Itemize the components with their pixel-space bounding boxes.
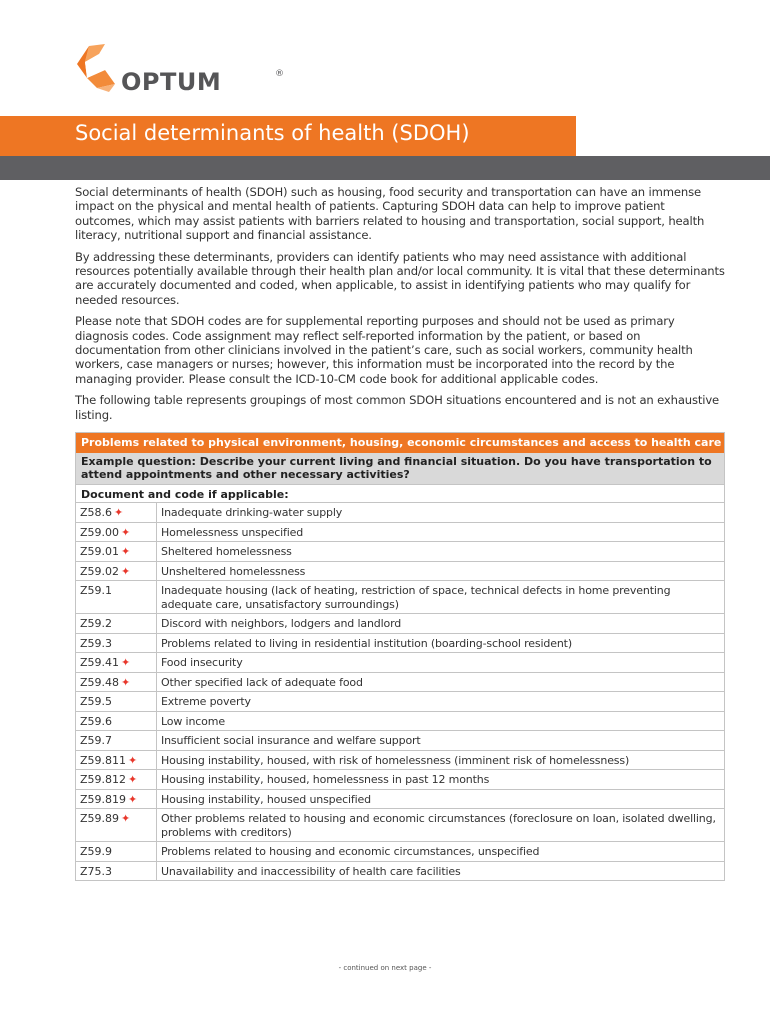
table-row (76, 770, 724, 790)
description-cell: Housing instability, housed unspecified (161, 792, 371, 806)
star-icon: ✦ (114, 506, 124, 519)
star-icon: ✦ (121, 812, 131, 825)
icd-code: Z59.819 (80, 792, 127, 806)
icd-code: Z59.811 (80, 753, 127, 767)
description-cell: Other problems related to housing and economic circumstances (foreclosure on loan, isolated dwelling, problems with creditors) (161, 812, 716, 839)
table-row (76, 809, 724, 842)
description-cell: Inadequate drinking-water supply (161, 506, 343, 519)
paragraph: Please note that SDOH codes are for supplemental reporting purposes and should not be used as primary diagnosis codes. Code assignment may reflect self-reported information by the patient, or based on documentation from other clinicians involved in the patient’s care, such as social workers, community health workers, case managers or nurses; however, this information must be incorporated into the record by the managing provider. Please consult the ICD-10-CM code book for additional applicable codes. (75, 314, 693, 386)
description-cell: Discord with neighbors, lodgers and landlord (161, 617, 402, 630)
table-row (76, 581, 724, 614)
icd-code: Z59.1 (80, 584, 113, 597)
paragraph: The following table represents groupings of most common SDOH situations encountered and is not an exhaustive listing. (75, 393, 720, 422)
code-cell (76, 614, 157, 633)
icd-code: Z59.2 (80, 617, 113, 630)
icd-code: Z59.7 (80, 734, 113, 747)
table-row (76, 790, 724, 810)
table-body (76, 503, 724, 880)
icd-code: Z59.41 (80, 656, 120, 669)
code-cell (76, 634, 157, 653)
description-cell: Problems related to living in residential institution (boarding-school resident) (161, 636, 572, 650)
icd-code: Z59.02 (80, 564, 120, 578)
description-cell: Inadequate housing (lack of heating, restriction of space, technical defects in home preventing adequate care, unsatisfactory surroundings) (161, 584, 671, 611)
description-cell: Housing instability, housed, with risk of homelessness (imminent risk of homelessness) (161, 753, 630, 767)
paragraph: By addressing these determinants, providers can identify patients who may need assistance with additional resources potentially available through their health plan and/or local community. It is vital that these determinants are accurately documented and coded, when applicable, to assist in identifying patients who may qualify for needed resources. (75, 249, 725, 307)
icd-code: Z59.01 (80, 545, 120, 558)
table-row (76, 712, 724, 732)
star-icon: ✦ (121, 656, 131, 669)
table-row (76, 653, 724, 673)
optum-logo (75, 44, 284, 100)
star-icon: ✦ (121, 525, 131, 539)
icd-code: Z59.89 (80, 812, 120, 825)
star-icon: ✦ (128, 753, 138, 767)
icd-code: Z59.6 (80, 714, 113, 728)
icd-code: Z59.9 (80, 845, 113, 858)
description-cell: Food insecurity (161, 656, 243, 669)
code-cell (76, 790, 157, 809)
code-cell (76, 731, 157, 750)
icd-code: Z59.3 (80, 636, 113, 650)
table-row (76, 862, 724, 881)
document-label: Document and code if applicable: (76, 485, 724, 503)
table-row (76, 731, 724, 751)
description-cell: Problems related to housing and economic circumstances, unspecified (161, 845, 540, 858)
example-question: Example question: Describe your current living and financial situation. Do you have transportation to attend appointments and other necessary activities? (76, 453, 724, 485)
description-cell: Homelessness unspecified (161, 525, 304, 539)
code-cell (76, 712, 157, 731)
description-cell: Other specified lack of adequate food (161, 675, 363, 689)
table-row (76, 523, 724, 543)
code-cell (76, 770, 157, 789)
paragraph: Social determinants of health (SDOH) such as housing, food security and transportation can have an immense impact on the physical and mental health of patients. Capturing SDOH data can help to improve patient outcomes, which may assist patients with barriers related to housing and transportation, social support, health literacy, nutritional support and financial assistance. (75, 185, 705, 243)
code-cell (76, 503, 157, 522)
table-row (76, 842, 724, 862)
star-icon: ✦ (128, 792, 138, 806)
code-cell (76, 581, 157, 613)
sdoh-codes-table (75, 432, 725, 881)
table-row (76, 614, 724, 634)
table-row (76, 542, 724, 562)
page-title: Social determinants of health (SDOH) (75, 121, 470, 145)
description-cell: Unavailability and inaccessibility of health care facilities (161, 864, 461, 878)
icd-code: Z59.48 (80, 675, 120, 689)
table-header: Problems related to physical environment, housing, economic circumstances and access to health care (76, 433, 724, 453)
description-cell: Low income (161, 714, 225, 728)
icd-code: Z59.5 (80, 695, 113, 708)
code-cell (76, 562, 157, 581)
code-cell (76, 653, 157, 672)
code-cell (76, 809, 157, 841)
star-icon: ✦ (128, 773, 138, 786)
code-cell (76, 751, 157, 770)
gray-divider-band (0, 156, 770, 180)
registered-mark: ® (275, 69, 284, 79)
description-cell: Housing instability, housed, homelessness in past 12 months (161, 773, 490, 786)
table-row (76, 673, 724, 693)
star-icon: ✦ (121, 564, 131, 578)
icd-code: Z75.3 (80, 864, 113, 878)
code-cell (76, 673, 157, 692)
intro-text (75, 185, 725, 429)
description-cell: Unsheltered homelessness (161, 564, 306, 578)
code-cell (76, 692, 157, 711)
code-cell (76, 542, 157, 561)
table-row (76, 562, 724, 582)
icd-code: Z59.812 (80, 773, 127, 786)
icd-code: Z59.00 (80, 525, 120, 539)
code-cell (76, 842, 157, 861)
description-cell: Insufficient social insurance and welfare support (161, 734, 421, 747)
description-cell: Extreme poverty (161, 695, 251, 708)
continued-note: - continued on next page - (338, 964, 432, 972)
table-row (76, 692, 724, 712)
title-banner (0, 116, 576, 156)
logo-wordmark: OPTUM (121, 68, 222, 96)
icd-code: Z58.6 (80, 506, 113, 519)
code-cell (76, 523, 157, 542)
optum-logo-icon (75, 44, 119, 94)
star-icon: ✦ (121, 545, 131, 558)
table-row (76, 634, 724, 654)
description-cell: Sheltered homelessness (161, 545, 292, 558)
table-row (76, 751, 724, 771)
table-row (76, 503, 724, 523)
code-cell (76, 862, 157, 881)
star-icon: ✦ (121, 675, 131, 689)
